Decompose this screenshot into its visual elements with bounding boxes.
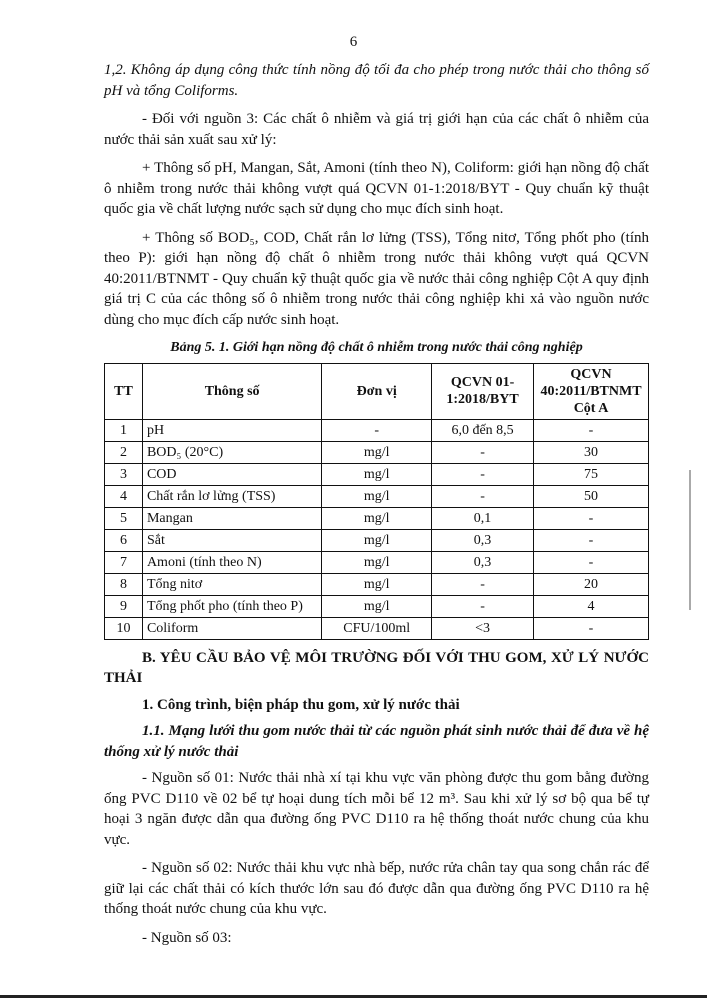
table-row — [105, 419, 649, 441]
table-row — [105, 529, 649, 551]
table-caption: Bảng 5. 1. Giới hạn nồng độ chất ô nhiễm trong nước thải công nghiệp — [170, 340, 583, 355]
seal-stamp-edge — [689, 470, 705, 610]
cell-parameter: Chất rắn lơ lửng (TSS) — [142, 485, 321, 507]
cell-qcvn01: - — [432, 485, 534, 507]
section-1-1-heading: 1.1. Mạng lưới thu gom nước thải từ các nguồn phát sinh nước thải để đưa về hệ thống xử lý nước thải — [104, 723, 649, 760]
table-row — [105, 463, 649, 485]
source-03-paragraph: - Nguồn số 03: — [142, 929, 232, 946]
header-parameter: Thông số — [142, 363, 321, 419]
cell-parameter: BOD₅ (20°C) — [142, 441, 321, 463]
cell-qcvn40: - — [534, 419, 649, 441]
cell-unit: mg/l — [322, 507, 432, 529]
header-qcvn40: QCVN 40:2011/BTNMT Cột A — [534, 363, 649, 419]
cell-tt: 9 — [105, 595, 143, 617]
table-row — [105, 595, 649, 617]
cell-qcvn40: 50 — [534, 485, 649, 507]
note-paragraph: 1,2. Không áp dụng công thức tính nồng độ tối đa cho phép trong nước thải cho thông số pH và tổng Coliforms. — [104, 62, 649, 99]
cell-tt: 4 — [105, 485, 143, 507]
table-row — [105, 485, 649, 507]
cell-unit: CFU/100ml — [322, 617, 432, 639]
cell-tt: 2 — [105, 441, 143, 463]
section-1-heading: 1. Công trình, biện pháp thu gom, xử lý nước thải — [142, 696, 460, 713]
scan-bottom-edge — [0, 995, 707, 998]
table-row — [105, 573, 649, 595]
section-b-heading: B. YÊU CẦU BẢO VỆ MÔI TRƯỜNG ĐỐI VỚI THU GOM, XỬ LÝ NƯỚC THẢI — [104, 649, 649, 686]
table-row — [105, 551, 649, 573]
cell-parameter: Coliform — [142, 617, 321, 639]
table-row — [105, 617, 649, 639]
header-tt: TT — [105, 363, 143, 419]
cell-tt: 3 — [105, 463, 143, 485]
cell-tt: 10 — [105, 617, 143, 639]
cell-qcvn01: 0,3 — [432, 529, 534, 551]
cell-qcvn01: - — [432, 595, 534, 617]
cell-qcvn40: - — [534, 529, 649, 551]
source-01-paragraph: - Nguồn số 01: Nước thải nhà xí tại khu vực văn phòng được thu gom bằng đường ống PVC D110 về 02 bể tự hoại dung tích mỗi bể 12 m³. Sau khi xử lý sơ bộ qua bể tự hoại 3 ngăn được dẫn qua đường ống PVC D110 ra hệ thống thoát nước chung của khu vực. — [104, 770, 649, 848]
cell-unit: mg/l — [322, 551, 432, 573]
cell-qcvn01: - — [432, 441, 534, 463]
cell-qcvn40: - — [534, 507, 649, 529]
cell-unit: mg/l — [322, 595, 432, 617]
cell-unit: mg/l — [322, 441, 432, 463]
limits-table — [104, 363, 649, 640]
cell-qcvn40: 75 — [534, 463, 649, 485]
document-body — [104, 60, 649, 956]
source3-intro: - Đối với nguồn 3: Các chất ô nhiễm và giá trị giới hạn của các chất ô nhiễm của nước thải sản xuất sau xử lý: — [104, 111, 649, 148]
header-qcvn01: QCVN 01-1:2018/BYT — [432, 363, 534, 419]
table-row — [105, 507, 649, 529]
item-paragraph-2: + Thông số BOD₅, COD, Chất rắn lơ lửng (TSS), Tổng nitơ, Tổng phốt pho (tính theo P): giới hạn nồng độ chất ô nhiễm trong nước thải không vượt quá QCVN 40:2011/BTNMT - Quy chuẩn kỹ thuật quốc gia về nước thải công nghiệp Cột A quy định giá trị C của các thông số ô nhiễm trong nước thải công nghiệp khi xả vào nguồn nước dùng cho mục đích cấp nước sinh hoạt. — [104, 229, 649, 328]
cell-unit: mg/l — [322, 529, 432, 551]
cell-unit: mg/l — [322, 463, 432, 485]
cell-parameter: Tổng nitơ — [142, 573, 321, 595]
cell-parameter: COD — [142, 463, 321, 485]
cell-unit: - — [322, 419, 432, 441]
cell-qcvn01: <3 — [432, 617, 534, 639]
table-header-row — [105, 363, 649, 419]
cell-qcvn01: - — [432, 573, 534, 595]
cell-qcvn40: 20 — [534, 573, 649, 595]
cell-qcvn40: 30 — [534, 441, 649, 463]
cell-qcvn40: - — [534, 551, 649, 573]
header-unit: Đơn vị — [322, 363, 432, 419]
cell-tt: 7 — [105, 551, 143, 573]
cell-tt: 6 — [105, 529, 143, 551]
cell-parameter: pH — [142, 419, 321, 441]
cell-parameter: Amoni (tính theo N) — [142, 551, 321, 573]
cell-unit: mg/l — [322, 485, 432, 507]
cell-qcvn40: 4 — [534, 595, 649, 617]
cell-parameter: Tổng phốt pho (tính theo P) — [142, 595, 321, 617]
page-number: 6 — [349, 34, 358, 50]
cell-tt: 5 — [105, 507, 143, 529]
cell-tt: 8 — [105, 573, 143, 595]
source-02-paragraph: - Nguồn số 02: Nước thải khu vực nhà bếp, nước rửa chân tay qua song chắn rác để giữ lại các chất thải có kích thước lớn sau đó được dẫn qua đường ống PVC D110 ra hệ thống thoát nước chung của khu vực. — [104, 860, 649, 917]
cell-qcvn01: 6,0 đến 8,5 — [432, 419, 534, 441]
cell-tt: 1 — [105, 419, 143, 441]
cell-unit: mg/l — [322, 573, 432, 595]
item-paragraph-1: + Thông số pH, Mangan, Sắt, Amoni (tính theo N), Coliform: giới hạn nồng độ chất ô nhiễm trong nước thải không vượt quá QCVN 01-1:2018/BYT - Quy chuẩn kỹ thuật quốc gia về chất lượng nước sạch sử dụng cho mục đích sinh hoạt. — [104, 160, 649, 217]
table-row — [105, 441, 649, 463]
cell-qcvn01: 0,3 — [432, 551, 534, 573]
cell-qcvn40: - — [534, 617, 649, 639]
cell-parameter: Sắt — [142, 529, 321, 551]
cell-qcvn01: 0,1 — [432, 507, 534, 529]
cell-qcvn01: - — [432, 463, 534, 485]
cell-parameter: Mangan — [142, 507, 321, 529]
